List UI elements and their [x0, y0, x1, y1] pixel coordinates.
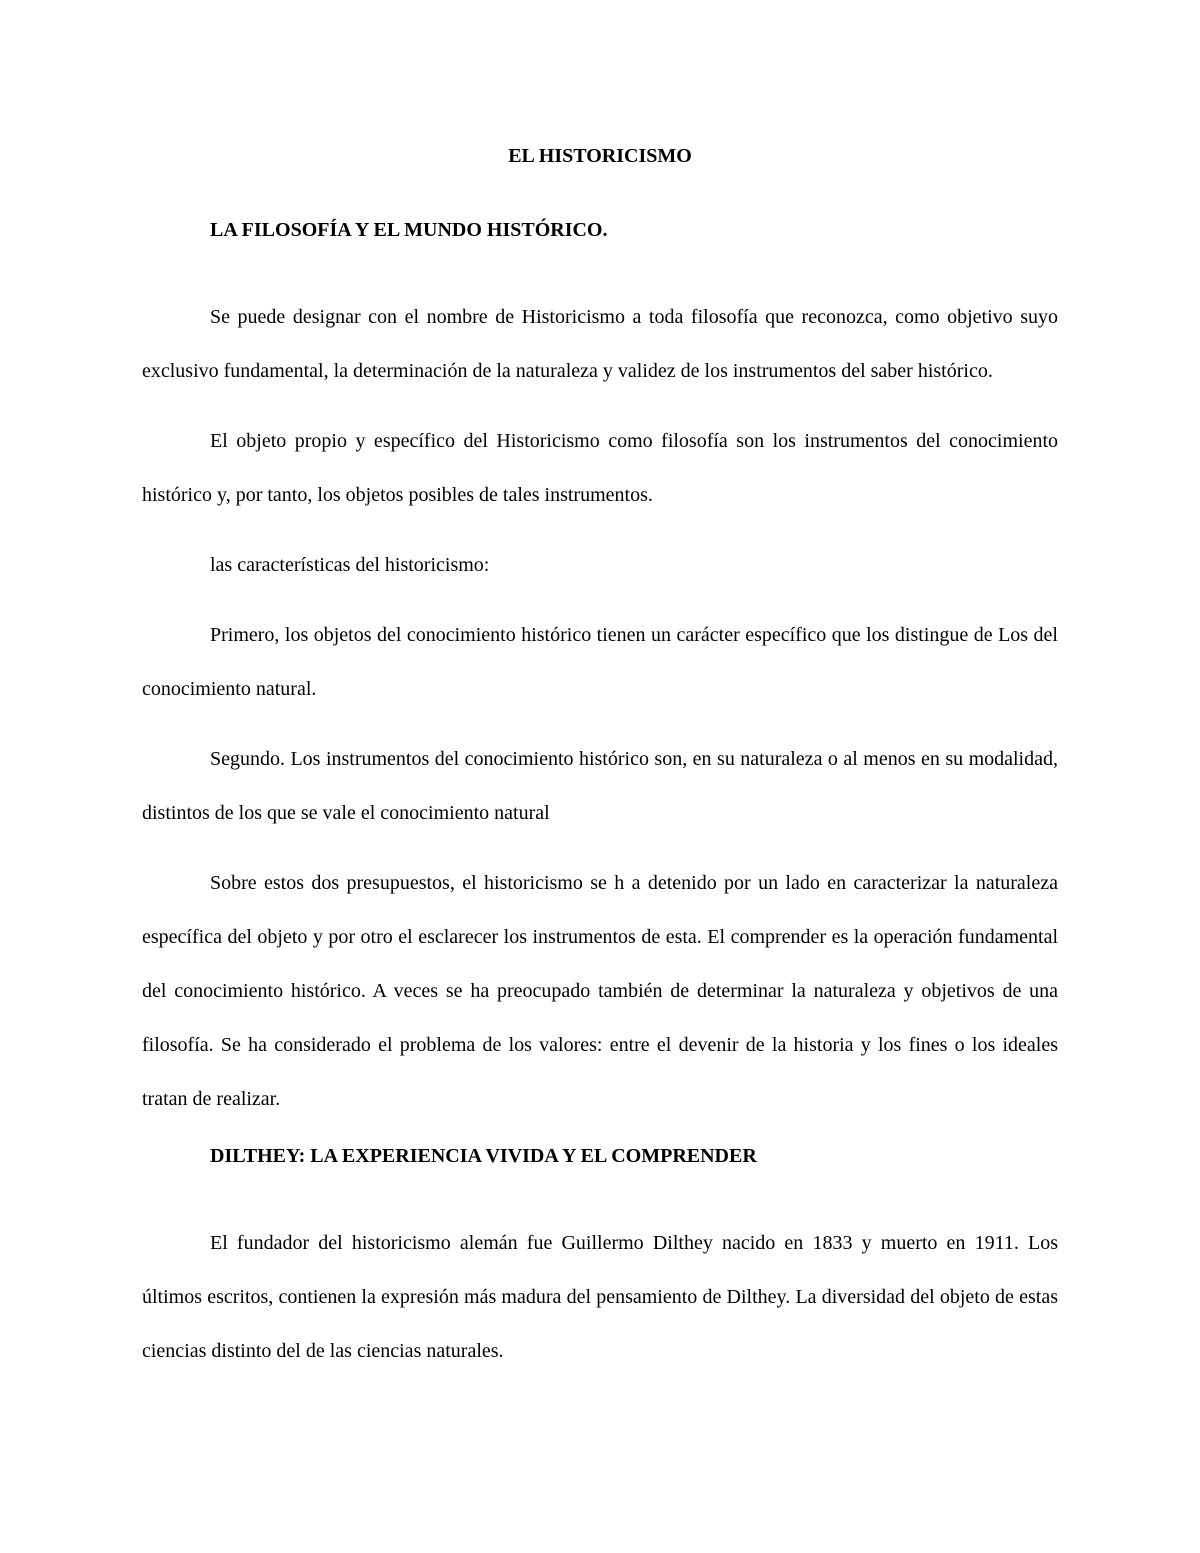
document-title: EL HISTORICISMO	[508, 145, 692, 167]
section-heading-filosofia: LA FILOSOFÍA Y EL MUNDO HISTÓRICO.	[210, 219, 608, 241]
paragraph: Segundo. Los instrumentos del conocimiento histórico son, en su naturaleza o al menos en su modalidad, distintos de los que se vale el conocimiento natural	[142, 748, 1058, 824]
document-body	[142, 142, 1058, 1394]
section-heading-dilthey: DILTHEY: LA EXPERIENCIA VIVIDA Y EL COMPRENDER	[210, 1145, 757, 1167]
paragraph: El objeto propio y específico del Historicismo como filosofía son los instrumentos del conocimiento histórico y, por tanto, los objetos posibles de tales instrumentos.	[142, 430, 1058, 506]
paragraph: El fundador del historicismo alemán fue Guillermo Dilthey nacido en 1833 y muerto en 1911. Los últimos escritos, contienen la expresión más madura del pensamiento de Dilthey. La diversidad del objeto de estas ciencias distinto del de las ciencias naturales.	[142, 1232, 1058, 1362]
paragraph: Sobre estos dos presupuestos, el historicismo se h a detenido por un lado en caracterizar la naturaleza específica del objeto y por otro el esclarecer los instrumentos de esta. El comprender es la operación fundamental del conocimiento histórico. A veces se ha preocupado también de determinar la naturaleza y objetivos de una filosofía. Se ha considerado el problema de los valores: entre el devenir de la historia y los fines o los ideales tratan de realizar.	[142, 872, 1058, 1110]
paragraph: las características del historicismo:	[210, 554, 490, 576]
paragraph: Primero, los objetos del conocimiento histórico tienen un carácter específico que los distingue de Los del conocimiento natural.	[142, 624, 1058, 700]
paragraph: Se puede designar con el nombre de Historicismo a toda filosofía que reconozca, como objetivo suyo exclusivo fundamental, la determinación de la naturaleza y validez de los instrumentos del saber histórico.	[142, 306, 1058, 382]
